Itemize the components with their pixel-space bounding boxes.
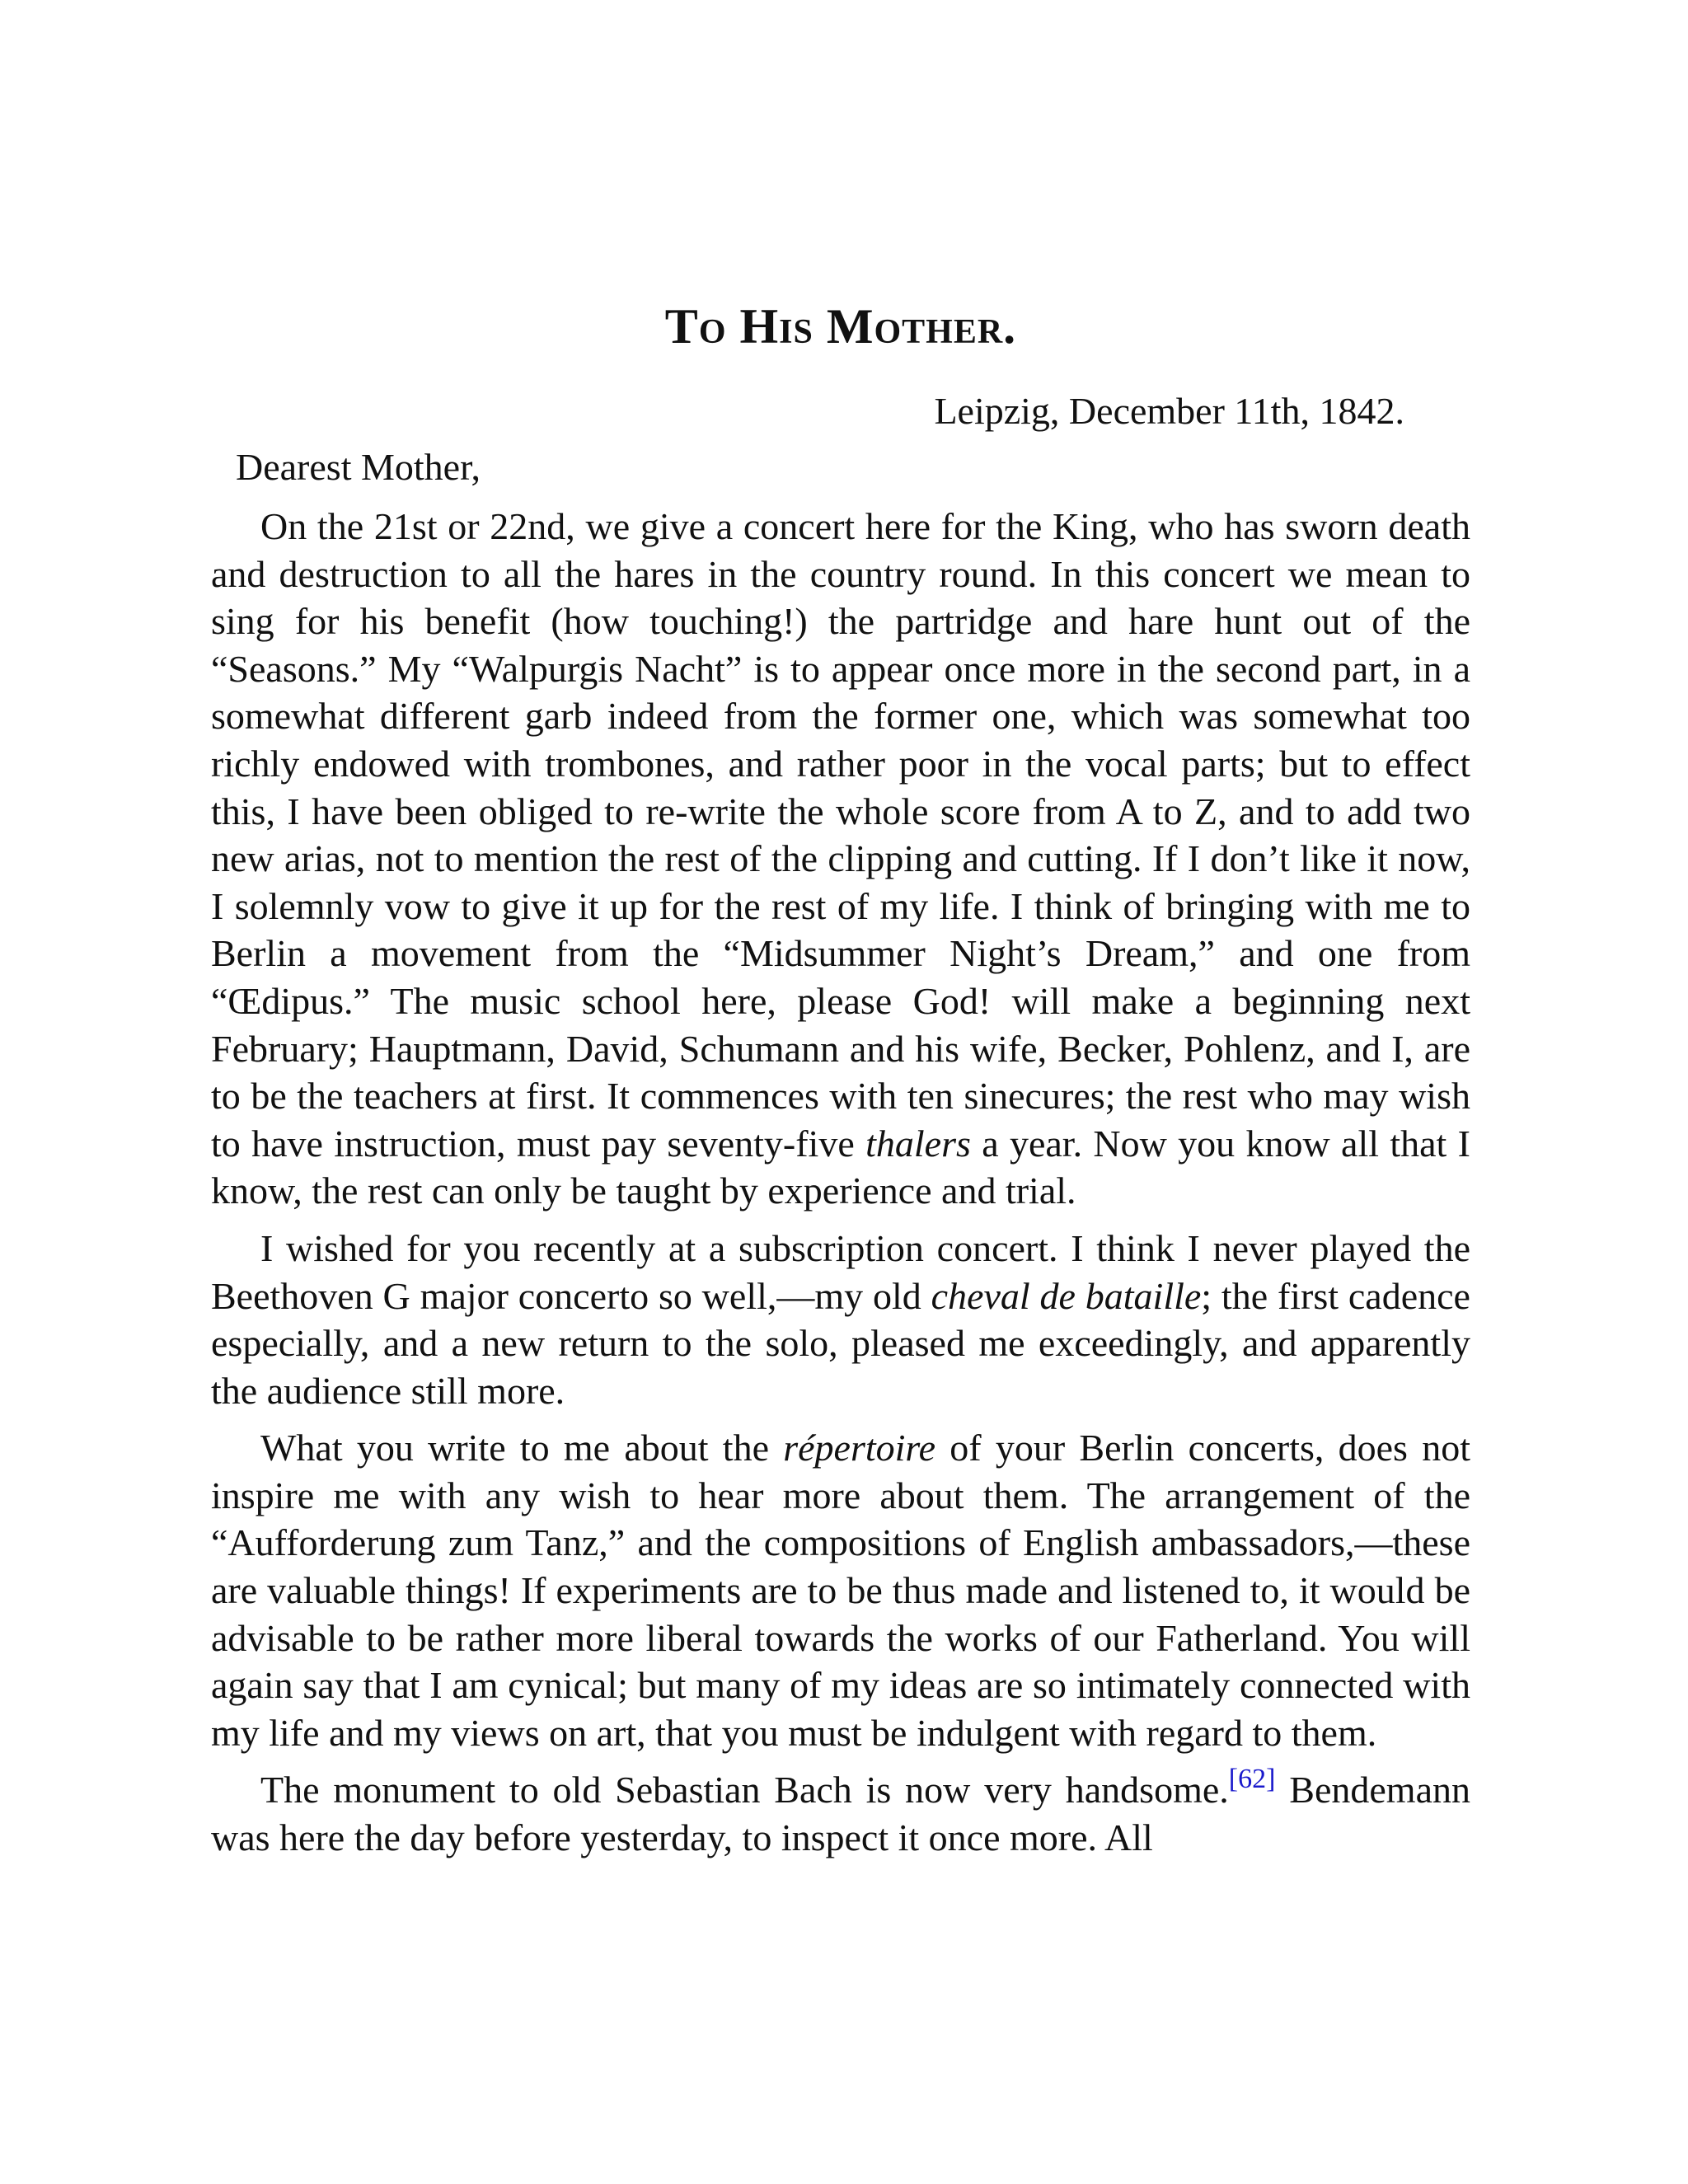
paragraph-text: ; the first cadence especially, and a new return to the solo, pleased me exceedingly, and apparently the audience still more.	[211, 1274, 1470, 1412]
paragraph-text: I wished for you recently at a subscription concert. I think I never played the Beethoven G major concerto so well,—my old	[211, 1226, 1470, 1317]
paragraph-text: What you write to me about the	[260, 1427, 784, 1469]
paragraph-text: a year. Now you know all that I know, the rest can only be taught by experience and trial.	[211, 1122, 1470, 1212]
italic-phrase: cheval de bataille	[931, 1274, 1202, 1317]
italic-phrase: répertoire	[783, 1427, 936, 1469]
letter-paragraph	[211, 503, 1470, 1215]
letter-salutation: Dearest Mother,	[236, 446, 481, 488]
letter-paragraph	[211, 1225, 1470, 1414]
letter-paragraph	[211, 1424, 1470, 1756]
letter-paragraph	[211, 1766, 1470, 1861]
paragraph-text: Bendemann was here the day before yesterday, to inspect it once more. All	[211, 1769, 1470, 1859]
footnote-reference-link[interactable]: [62]	[1228, 1764, 1276, 1795]
paragraph-text: On the 21st or 22nd, we give a concert here for the King, who has sworn death and destruction to all the hares in the country round. In this concert we mean to sing for his benefit (how touching!) the partridge and hare hunt out of the “Seasons.” My “Walpurgis Nacht” is to appear once more in the second part, in a somewhat different garb indeed from the former one, which was somewhat too richly endowed with trombones, and rather poor in the vocal parts; but to effect this, I have been obliged to re-write the whole score from A to Z, and to add two new arias, not to mention the rest of the clipping and cutting. If I don’t like it now, I solemnly vow to give it up for the rest of my life. I think of bringing with me to Berlin a movement from the “Midsummer Night’s Dream,” and one from “Œdipus.” The music school here, please God! will make a beginning next February; Hauptmann, David, Schumann and his wife, Becker, Pohlenz, and I, are to be the teachers at first. It commences with ten sinecures; the rest who may wish to have instruction, must pay seventy-five	[211, 505, 1470, 1165]
letter-body	[211, 503, 1470, 1872]
italic-phrase: thalers	[865, 1122, 971, 1165]
letter-title: To His Mother.	[664, 299, 1017, 354]
paragraph-text: The monument to old Sebastian Bach is now very handsome.	[260, 1769, 1229, 1811]
paragraph-text: of your Berlin concerts, does not inspire me with any wish to hear more about them. The arrangement of the “Aufforderung zum Tanz,” and the compositions of English ambassadors,—these are valuable things! If experiments are to be thus made and listened to, it would be advisable to be rather more liberal towards the works of our Fatherland. You will again say that I am cynical; but many of my ideas are so intimately connected with my life and my views on art, that you must be indulgent with regard to them.	[211, 1427, 1470, 1754]
letter-dateline: Leipzig, December 11th, 1842.	[934, 390, 1404, 432]
